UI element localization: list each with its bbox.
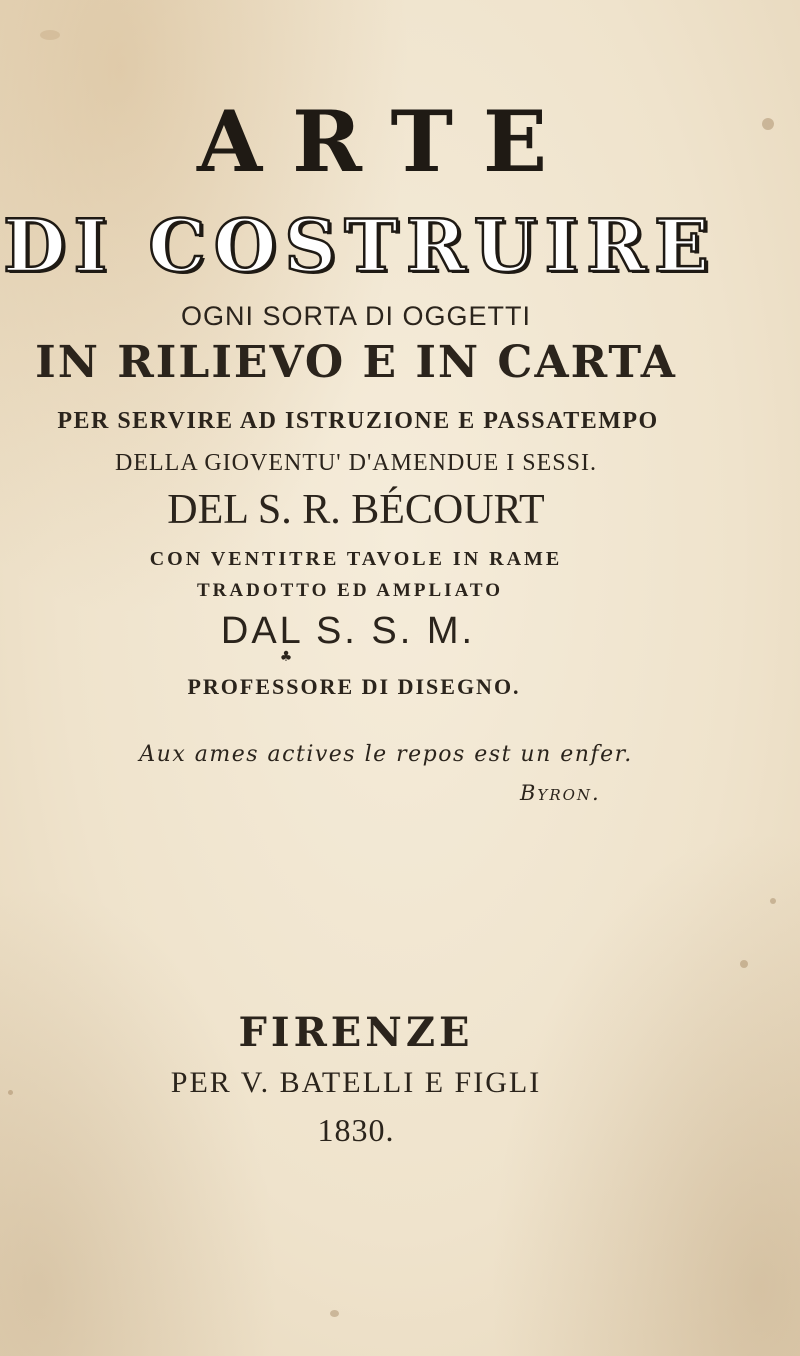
ornament-icon: ♣ xyxy=(279,649,293,665)
imprint-publisher: PER V. BATELLI E FIGLI xyxy=(170,1066,542,1099)
epigraph-quote: Aux ames actives le repos est un enfer. xyxy=(139,742,633,767)
epigraph-attribution: Byron. xyxy=(520,781,601,805)
subtitle-purpose: PER SERVIRE AD ISTRUZIONE E PASSATEMPO xyxy=(57,408,659,434)
subtitle-youth: DELLA GIOVENTU' D'AMENDUE I SESSI. xyxy=(115,450,597,476)
plates-note: CON VENTITRE TAVOLE IN RAME xyxy=(149,548,563,570)
title-arte: ARTE xyxy=(196,92,578,191)
foxing-spot xyxy=(330,1310,339,1317)
foxing-spot xyxy=(40,30,60,40)
foxing-spot xyxy=(770,898,776,904)
subtitle-relief: IN RILIEVO E IN CARTA xyxy=(35,337,677,388)
subtitle-objects: OGNI SORTA DI OGGETTI xyxy=(180,301,532,331)
title-di-costruire: DI COSTRUIRE xyxy=(3,203,717,288)
foxing-spot xyxy=(740,960,748,968)
translation-note: TRADOTTO ED AMPLIATO xyxy=(197,580,503,601)
author-name: DEL S. R. BÉCOURT xyxy=(167,487,545,533)
imprint-city: FIRENZE xyxy=(238,1009,474,1056)
translator-name: DAL S. S. M. xyxy=(220,610,476,652)
translator-title: PROFESSORE DI DISEGNO. xyxy=(187,674,521,699)
imprint-year: 1830. xyxy=(317,1112,395,1148)
